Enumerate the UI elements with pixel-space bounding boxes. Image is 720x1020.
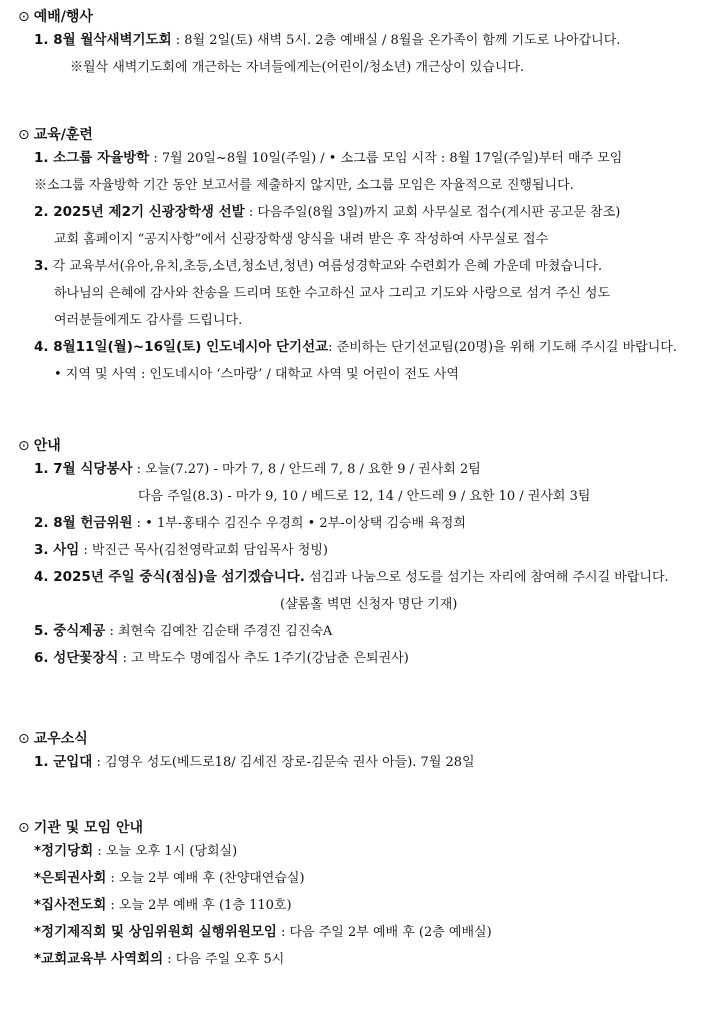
item-title: 1. 8월 월삭새벽기도회 [34, 32, 172, 48]
item-text: 교회 홈페이지 “공지사항”에서 신광장학생 양식을 내려 받은 후 작성하여 사무실로 접수 [54, 232, 549, 247]
list-item [18, 510, 710, 537]
item-text: (샬롬홀 벽면 신청자 명단 기재) [280, 597, 458, 612]
item-text: 다음 주일(8.3) - 마가 9, 10 / 베드로 12, 14 / 안드레 9 / 요한 10 / 권사회 3팀 [138, 489, 591, 504]
item-title: *정기제직회 및 상임위원회 실행위원모임 [34, 924, 277, 940]
item-text: 여러분들에게도 감사를 드립니다. [54, 313, 243, 328]
item-title: 6. 성단꽃장식 [34, 650, 119, 666]
list-item [18, 456, 710, 483]
section-heading [18, 729, 710, 749]
section-title: 교우소식 [33, 731, 88, 747]
section-title: 안내 [33, 438, 61, 454]
item-title: 2. 8월 헌금위원 [34, 515, 133, 531]
section-member-news [18, 729, 710, 776]
list-item [18, 145, 710, 172]
section-heading [18, 7, 710, 27]
section-announcements [18, 436, 710, 672]
circle-dot-icon: ⊙ [18, 127, 30, 143]
section-title: 교육/훈련 [33, 127, 93, 143]
item-text: : • 1부-홍태수 김진수 우경희 • 2부-이상택 김승배 육정희 [132, 516, 466, 531]
item-text: 섬김과 나눔으로 성도를 섬기는 자리에 참여해 주시길 바랍니다. [304, 570, 669, 585]
circle-dot-icon: ⊙ [18, 820, 30, 836]
item-text: : 다음 주일 2부 예배 후 (2층 예배실) [276, 925, 492, 940]
item-title: 1. 군입대 [34, 754, 93, 770]
item-text: : 오늘(7.27) - 마가 7, 8 / 안드레 7, 8 / 요한 9 / 권사회 2팀 [132, 462, 481, 477]
item-text: : 8월 2일(토) 새벽 5시. 2층 예배실 / 8월을 온가족이 함께 기도로 나아갑니다. [171, 33, 621, 48]
section-title: 기관 및 모임 안내 [33, 820, 144, 836]
continuation-line [18, 307, 710, 334]
list-item [18, 892, 710, 919]
section-organizations-meetings [18, 818, 710, 973]
section-worship-events [18, 7, 710, 81]
item-title: 4. 2025년 주일 중식(점심)을 섬기겠습니다. [34, 569, 305, 585]
item-title: *집사전도회 [34, 897, 107, 913]
section-heading [18, 125, 710, 145]
list-item [18, 946, 710, 973]
list-item [18, 253, 710, 280]
item-text: : 다음주일(8월 3일)까지 교회 사무실로 접수(게시판 공고문 참조) [244, 205, 621, 220]
item-title: 1. 소그룹 자율방학 [34, 150, 150, 166]
continuation-line [18, 226, 710, 253]
item-title: 3. [34, 258, 49, 274]
item-title: *교회교육부 사역회의 [34, 951, 164, 967]
item-text: : 고 박도수 명예집사 추도 1주기(강남춘 은퇴권사) [118, 651, 409, 666]
list-item [18, 334, 710, 361]
list-item [18, 865, 710, 892]
item-text: : 최현숙 김예찬 김순태 주경진 김진숙A [105, 624, 333, 639]
section-title: 예배/행사 [33, 9, 93, 25]
list-item [18, 919, 710, 946]
list-item [18, 838, 710, 865]
item-title: *정기당회 [34, 843, 94, 859]
item-text: : 오늘 오후 1시 (당회실) [93, 844, 238, 859]
item-title: *은퇴권사회 [34, 870, 107, 886]
item-text: : 김영우 성도(베드로18/ 김세진 장로-김문숙 권사 아들). 7월 28일 [92, 755, 475, 770]
continuation-line [18, 280, 710, 307]
item-text: : 오늘 2부 예배 후 (찬양대연습실) [106, 871, 305, 886]
circle-dot-icon: ⊙ [18, 731, 30, 747]
continuation-line [18, 591, 710, 618]
list-item [18, 537, 710, 564]
section-heading [18, 436, 710, 456]
item-text: : 박진근 목사(김천영락교회 담임목사 청빙) [79, 543, 328, 558]
item-title: 4. 8월11일(월)~16일(토) 인도네시아 단기선교 [34, 339, 329, 355]
bullet-line [18, 361, 710, 388]
section-heading [18, 818, 710, 838]
item-title: 2. 2025년 제2기 신광장학생 선발 [34, 204, 245, 220]
item-text: : 다음 주일 오후 5시 [163, 952, 285, 967]
note-line [18, 172, 710, 199]
item-text: • 지역 및 사역 : 인도네시아 ‘스마랑’ / 대학교 사역 및 어린이 전도 사역 [54, 367, 459, 382]
item-text: : 오늘 2부 예배 후 (1층 110호) [106, 898, 292, 913]
item-title: 1. 7월 식당봉사 [34, 461, 133, 477]
item-text: 하나님의 은혜에 감사와 찬송을 드리며 또한 수고하신 교사 그리고 기도와 사랑으로 섬겨 주신 성도 [54, 286, 611, 301]
item-title: 3. 사임 [34, 542, 80, 558]
list-item [18, 564, 710, 591]
item-title: 5. 중식제공 [34, 623, 106, 639]
item-text: : 준비하는 단기선교팀(20명)을 위해 기도해 주시길 바랍니다. [328, 340, 677, 355]
list-item [18, 618, 710, 645]
item-text: ※소그룹 자율방학 기간 동안 보고서를 제출하지 않지만, 소그룹 모임은 자율적으로 진행됩니다. [34, 178, 574, 193]
circle-dot-icon: ⊙ [18, 438, 30, 454]
list-item [18, 645, 710, 672]
note-line [18, 54, 710, 81]
section-education-training [18, 125, 710, 388]
circle-dot-icon: ⊙ [18, 9, 30, 25]
item-text: : 7월 20일~8월 10일(주일) / • 소그룹 모임 시작 : 8월 17일(주일)부터 매주 모임 [149, 151, 623, 166]
item-text: 각 교육부서(유아,유치,초등,소년,청소년,청년) 여름성경학교와 수련회가 은혜 가운데 마쳤습니다. [48, 259, 603, 274]
list-item [18, 749, 710, 776]
list-item [18, 27, 710, 54]
list-item [18, 199, 710, 226]
continuation-line [18, 483, 710, 510]
item-text: ※월삭 새벽기도회에 개근하는 자녀들에게는(어린이/청소년) 개근상이 있습니다. [70, 60, 525, 75]
